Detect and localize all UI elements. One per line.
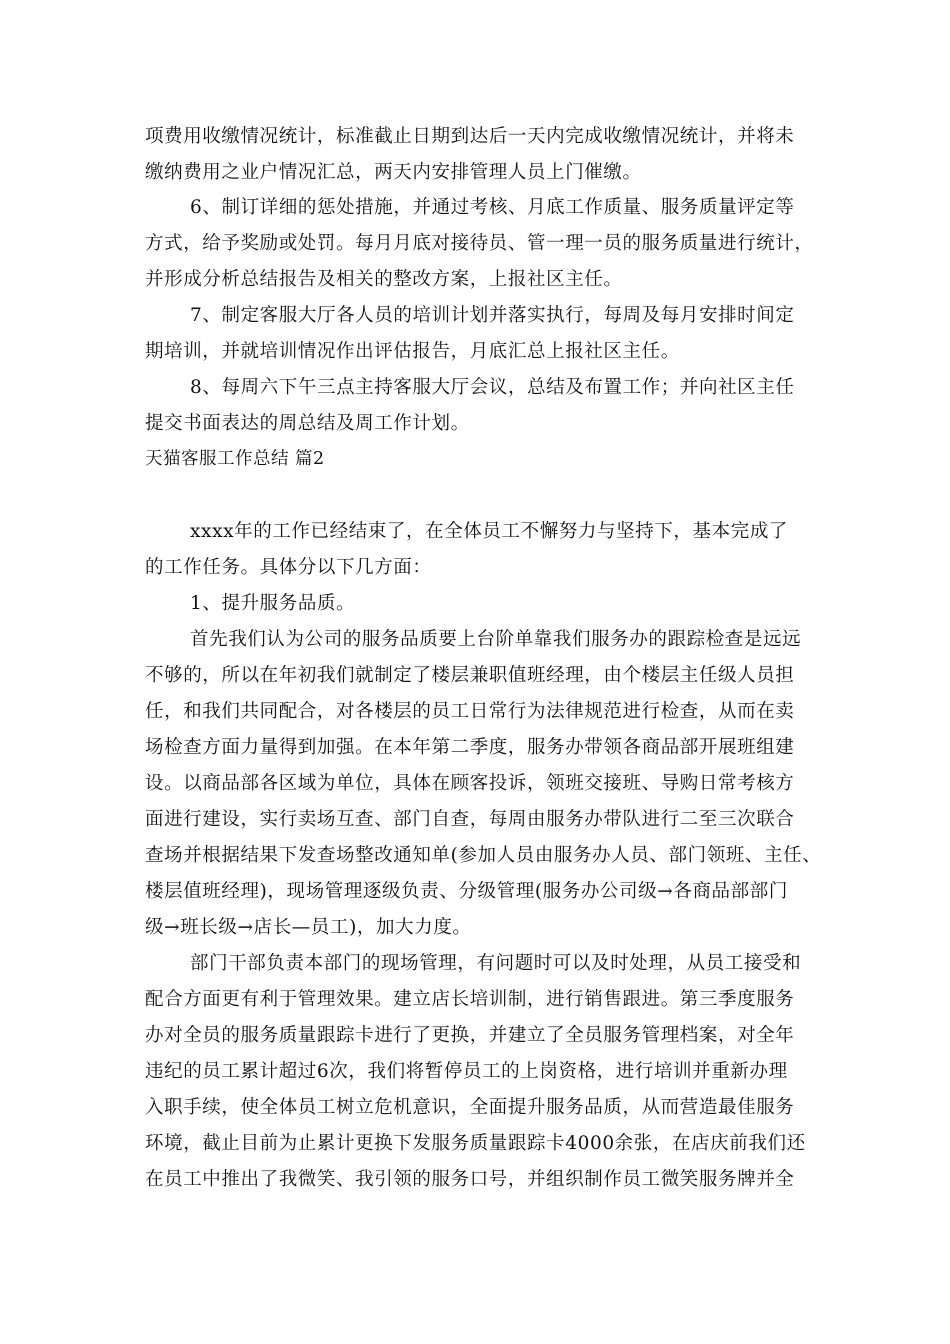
paragraph-line: 环境，截止目前为止累计更换下发服务质量跟踪卡4000余张，在店庆前我们还: [145, 1133, 806, 1154]
paragraph-line: 在员工中推出了我微笑、我引领的服务口号，并组织制作员工微笑服务牌并全: [145, 1169, 795, 1190]
paragraph-line: 场检查方面力量得到加强。在本年第二季度，服务办带领各商品部开展班组建: [145, 737, 795, 758]
paragraph-line: 入职手续，使全体员工树立危机意识，全面提升服务品质，从而营造最佳服务: [145, 1097, 795, 1118]
paragraph-line: 违纪的员工累计超过6次，我们将暂停员工的上岗资格，进行培训并重新办理: [145, 1061, 788, 1082]
paragraph-line: 任，和我们共同配合，对各楼层的员工日常行为法律规范进行检查，从而在卖: [145, 701, 795, 722]
paragraph-line: xxxx年的工作已经结束了，在全体员工不懈努力与坚持下，基本完成了: [190, 521, 789, 542]
paragraph-line: 提交书面表达的周总结及周工作计划。: [145, 413, 470, 434]
paragraph-line: 不够的，所以在年初我们就制定了楼层兼职值班经理，由个楼层主任级人员担: [145, 665, 795, 686]
paragraph-line: 部门干部负责本部门的现场管理，有问题时可以及时处理，从员工接受和: [190, 953, 802, 974]
paragraph-line: 8、每周六下午三点主持客服大厅会议，总结及布置工作；并向社区主任: [190, 377, 795, 398]
paragraph-line: 的工作任务。具体分以下几方面：: [145, 557, 432, 578]
paragraph-line: 并形成分析总结报告及相关的整改方案，上报社区主任。: [145, 269, 623, 290]
paragraph-line: 面进行建设，实行卖场互查、部门自查，每周由服务办带队进行二至三次联合: [145, 809, 795, 830]
paragraph-line: 方式，给予奖励或处罚。每月月底对接待员、管一理一员的服务质量进行统计，: [145, 233, 814, 254]
section-heading: 天猫客服工作总结 篇2: [145, 449, 325, 469]
paragraph-line: 级→班长级→店长—员工)，加大力度。: [145, 917, 472, 938]
paragraph-line: 办对全员的服务质量跟踪卡进行了更换，并建立了全员服务管理档案，对全年: [145, 1025, 795, 1046]
paragraph-line: 查场并根据结果下发查场整改通知单(参加人员由服务办人员、部门领班、主任、: [145, 845, 822, 866]
paragraph-line: 首先我们认为公司的服务品质要上台阶单靠我们服务办的跟踪检查是远远: [190, 629, 802, 650]
paragraph-line: 项费用收缴情况统计，标准截止日期到达后一天内完成收缴情况统计，并将未: [145, 126, 795, 147]
paragraph-line: 7、制定客服大厅各人员的培训计划并落实执行，每周及每月安排时间定: [190, 305, 795, 326]
paragraph-line: 期培训，并就培训情况作出评估报告，月底汇总上报社区主任。: [145, 341, 680, 362]
paragraph-line: 6、制订详细的惩处措施，并通过考核、月底工作质量、服务质量评定等: [190, 197, 795, 218]
paragraph-line: 设。以商品部各区域为单位，具体在顾客投诉，领班交接班、导购日常考核方: [145, 773, 795, 794]
paragraph-line: 1、提升服务品质。: [190, 593, 356, 614]
paragraph-line: 配合方面更有利于管理效果。建立店长培训制，进行销售跟进。第三季度服务: [145, 989, 795, 1010]
paragraph-line: 楼层值班经理)，现场管理逐级负责、分级管理(服务办公司级→各商品部部门: [145, 881, 788, 902]
paragraph-line: 缴纳费用之业户情况汇总，两天内安排管理人员上门催缴。: [145, 162, 642, 183]
